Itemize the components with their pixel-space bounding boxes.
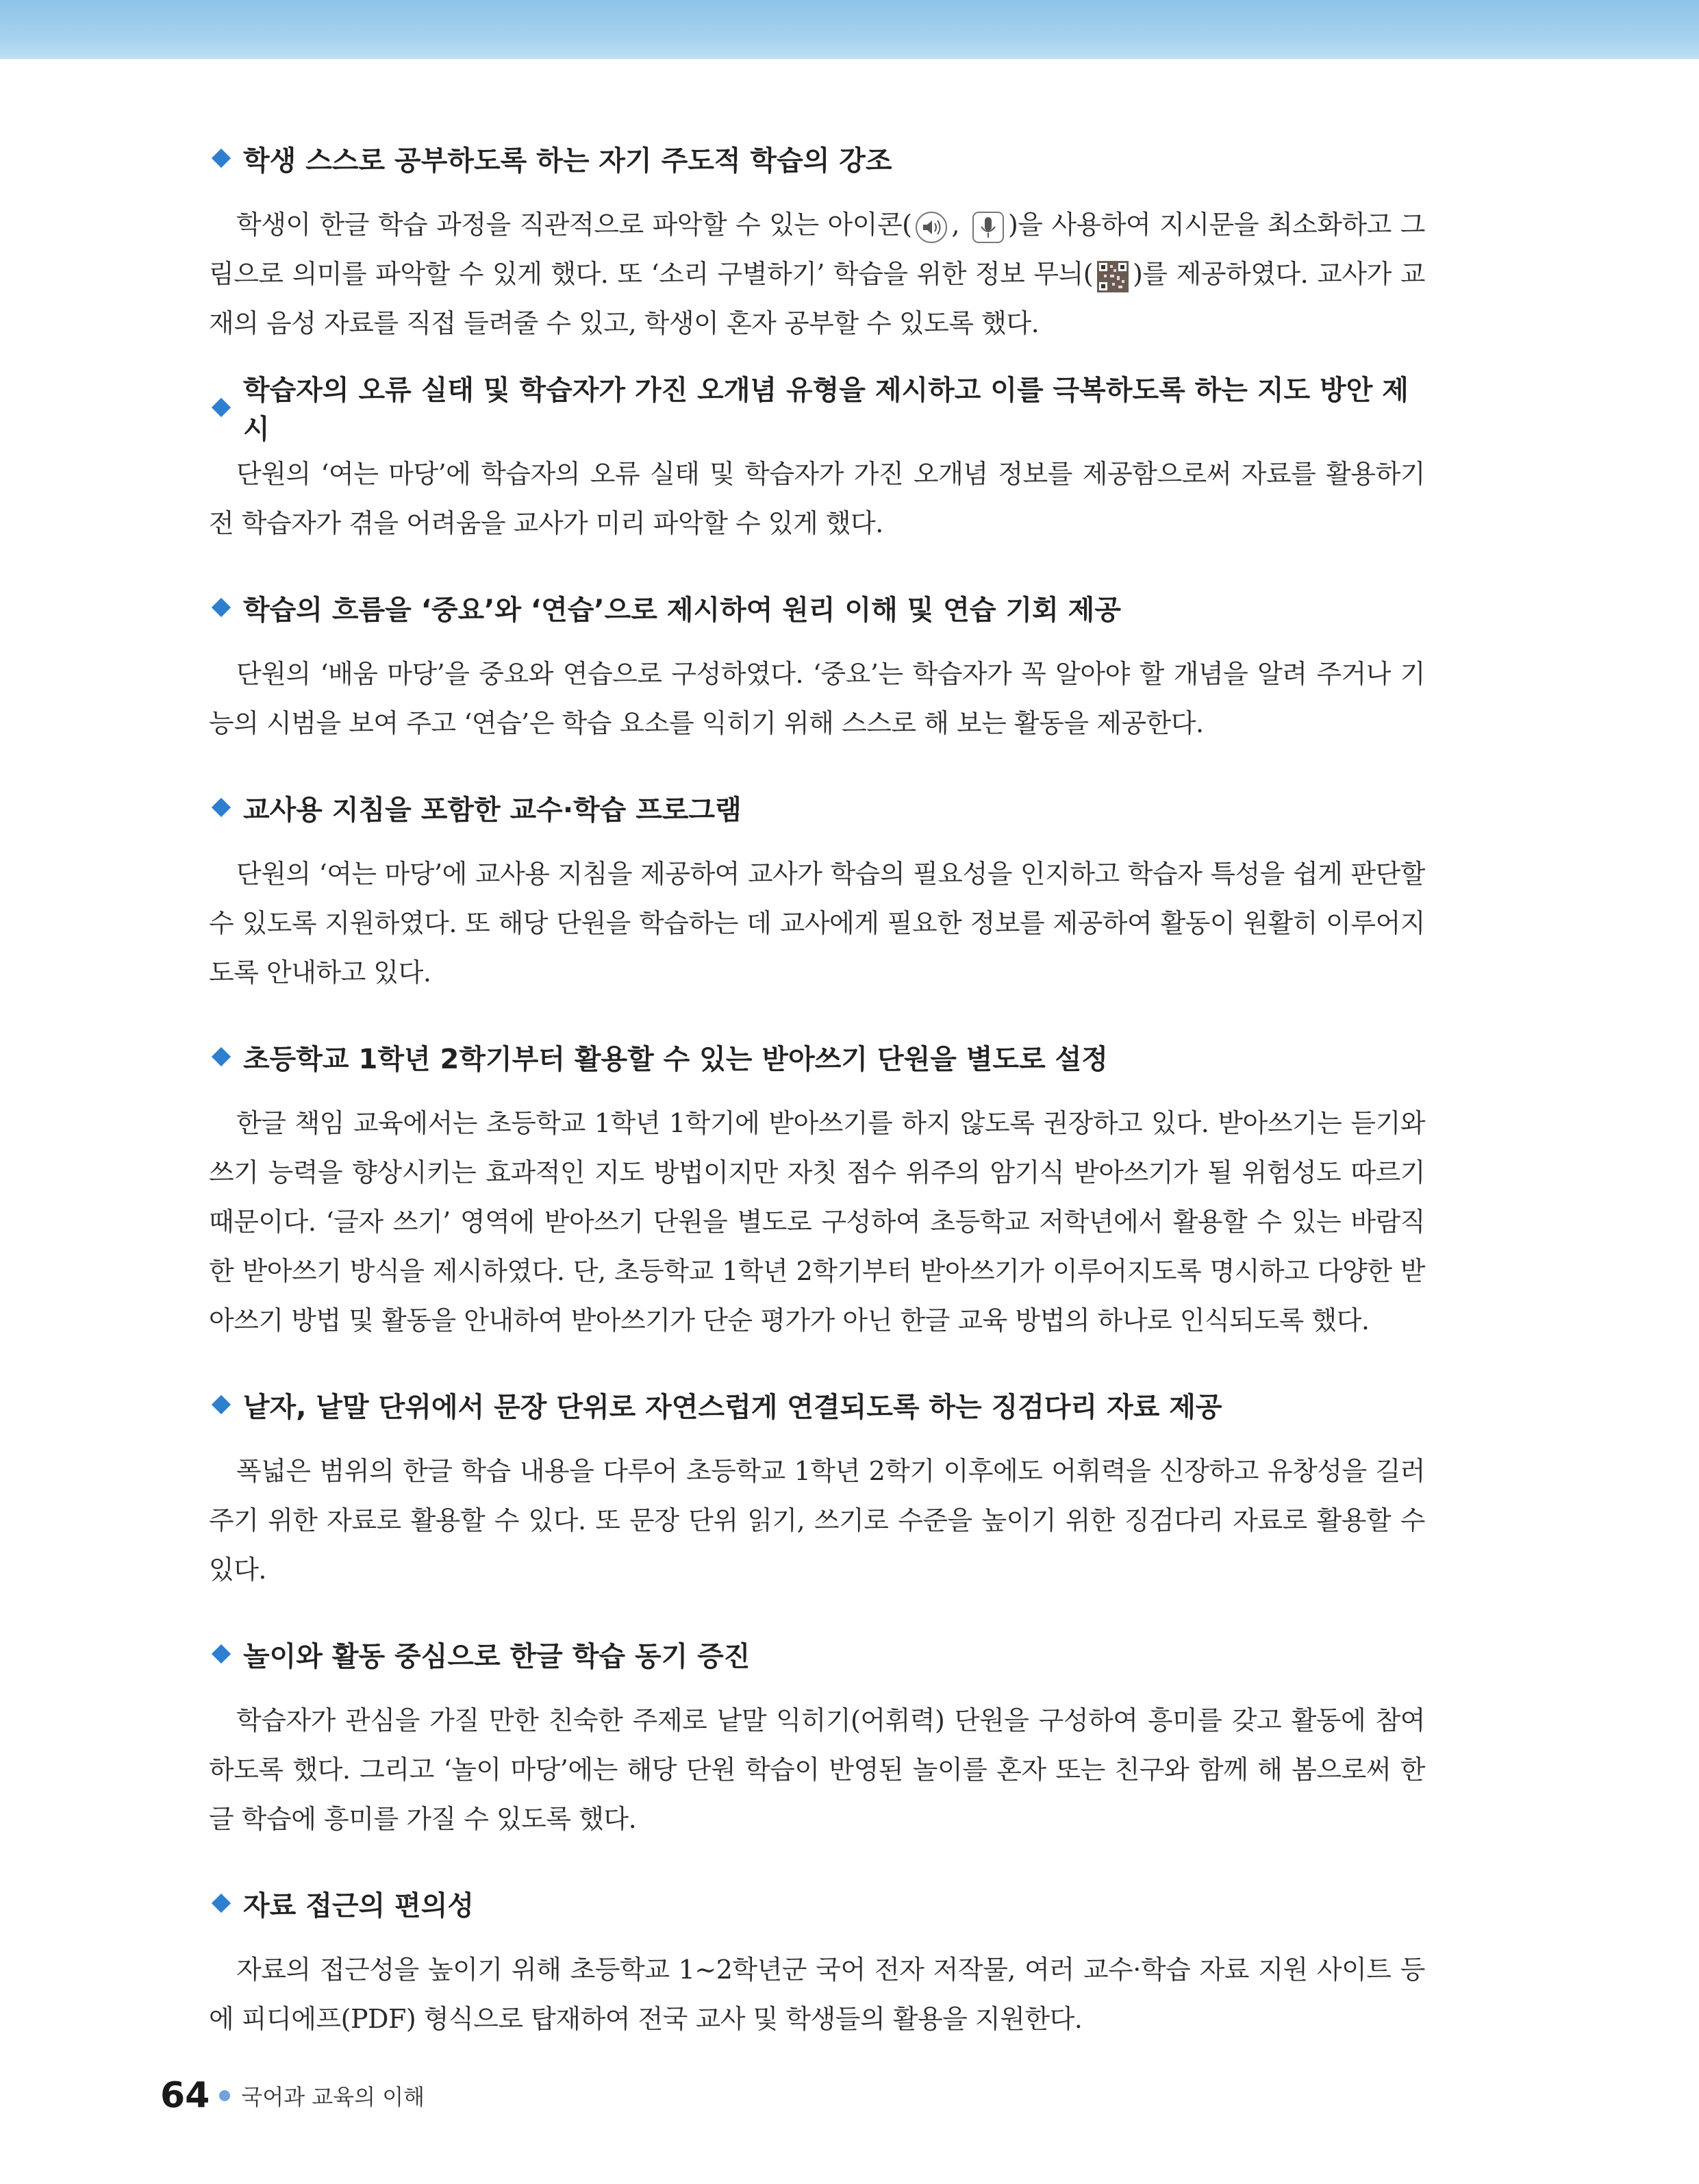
top-color-band <box>0 0 1699 59</box>
heading-text: 낱자, 낱말 단위에서 문장 단위로 자연스럽게 연결되도록 하는 징검다리 자료 제공 <box>243 1391 1222 1423</box>
section-4 <box>209 783 1425 997</box>
section-heading <box>209 783 1425 831</box>
section-1 <box>209 134 1425 348</box>
diamond-bullet-icon <box>212 398 231 417</box>
section-paragraph: 자료의 접근성을 높이기 위해 초등학교 1~2학년군 국어 전자 저작물, 여러 교수·학습 자료 지원 사이트 등에 피디에프(PDF) 형식으로 탑재하여 전국 교사 및 학생들의 활용을 지원한다. <box>209 1955 1425 2034</box>
footer-dot-icon <box>219 2090 230 2101</box>
section-heading <box>209 1879 1425 1927</box>
diamond-bullet-icon <box>212 1047 231 1066</box>
qr-code-icon <box>1096 260 1130 294</box>
page-number: 64 <box>160 2075 210 2116</box>
diamond-bullet-icon <box>212 598 231 617</box>
section-heading <box>209 134 1425 182</box>
document-body <box>209 134 1425 2079</box>
paragraph-text-part: )을 사용하여 지시문을 최소화하고 그림으로 의미를 파악할 수 있게 했다. 또 ‘소리 구별하기’ 학습을 위한 정보 무늬( <box>209 210 1425 289</box>
heading-text: 학습의 흐름을 ‘중요’와 ‘연습’으로 제시하여 원리 이해 및 연습 기회 제공 <box>243 594 1121 626</box>
diamond-bullet-icon <box>212 1395 231 1414</box>
book-title: 국어과 교육의 이해 <box>241 2084 425 2110</box>
diamond-bullet-icon <box>212 1894 231 1913</box>
section-paragraph: 단원의 ‘배움 마당’을 중요와 연습으로 구성하였다. ‘중요’는 학습자가 꼭 알아야 할 개념을 알려 주거나 기능의 시범을 보여 주고 ‘연습’은 학습 요소를 익히기 위해 스스로 해 보는 활동을 제공한다. <box>209 659 1425 738</box>
section-heading <box>209 375 1425 445</box>
paragraph-text-part: )를 제공하였다. 교사가 교재의 음성 자료를 직접 들려줄 수 있고, 학생이 혼자 공부할 수 있도록 했다. <box>209 259 1425 338</box>
section-2 <box>209 375 1425 548</box>
page-footer <box>160 2075 425 2116</box>
heading-text: 초등학교 1학년 2학기부터 활용할 수 있는 받아쓰기 단원을 별도로 설정 <box>243 1043 1108 1075</box>
heading-text: 학생 스스로 공부하도록 하는 자기 주도적 학습의 강조 <box>243 145 892 177</box>
section-6 <box>209 1381 1425 1594</box>
paragraph-text-part: , <box>951 210 968 240</box>
section-heading <box>209 1381 1425 1429</box>
section-paragraph: 한글 책임 교육에서는 초등학교 1학년 1학기에 받아쓰기를 하지 않도록 권장하고 있다. 받아쓰기는 듣기와 쓰기 능력을 향상시키는 효과적인 지도 방법이지만 자칫 점수 위주의 암기식 받아쓰기가 될 위험성도 따르기 때문이다. ‘글자 쓰기’ 영역에 받아쓰기 단원을 별도로 구성하여 초등학교 저학년에서 활용할 수 있는 바람직한 받아쓰기 방식을 제시하였다. 단, 초등학교 1학년 2학기부터 받아쓰기가 이루어지도록 명시하고 다양한 받아쓰기 방법 및 활동을 안내하여 받아쓰기가 단순 평가가 아닌 한글 교육 방법의 하나로 인식되도록 했다. <box>209 1108 1425 1335</box>
section-7 <box>209 1630 1425 1844</box>
diamond-bullet-icon <box>212 1644 231 1664</box>
heading-text: 자료 접근의 편의성 <box>243 1890 474 1922</box>
section-heading <box>209 583 1425 631</box>
diamond-bullet-icon <box>212 149 231 168</box>
section-paragraph: 단원의 ‘여는 마당’에 교사용 지침을 제공하여 교사가 학습의 필요성을 인지하고 학습자 특성을 쉽게 판단할 수 있도록 지원하였다. 또 해당 단원을 학습하는 데 교사에게 필요한 정보를 제공하여 활동이 원활히 이루어지도록 안내하고 있다. <box>209 859 1425 988</box>
heading-text: 교사용 지침을 포함한 교수·학습 프로그램 <box>243 794 742 826</box>
heading-text: 놀이와 활동 중심으로 한글 학습 동기 증진 <box>243 1640 751 1672</box>
diamond-bullet-icon <box>212 798 231 817</box>
section-paragraph: 폭넓은 범위의 한글 학습 내용을 다루어 초등학교 1학년 2학기 이후에도 어휘력을 신장하고 유창성을 길러 주기 위한 자료로 활용할 수 있다. 또 문장 단위 읽기, 쓰기로 수준을 높이기 위한 징검다리 자료로 활용할 수 있다. <box>209 1456 1425 1585</box>
section-paragraph <box>209 200 1425 348</box>
section-8 <box>209 1879 1425 2044</box>
section-heading <box>209 1630 1425 1678</box>
section-5 <box>209 1033 1425 1345</box>
heading-text: 학습자의 오류 실태 및 학습자가 가진 오개념 유형을 제시하고 이를 극복하도록 하는 지도 방안 제시 <box>243 375 1409 445</box>
microphone-icon <box>971 210 1005 244</box>
paragraph-text-part: 학생이 한글 학습 과정을 직관적으로 파악할 수 있는 아이콘( <box>236 210 912 240</box>
section-heading <box>209 1033 1425 1081</box>
section-paragraph: 단원의 ‘여는 마당’에 학습자의 오류 실태 및 학습자가 가진 오개념 정보를 제공함으로써 자료를 활용하기 전 학습자가 겪을 어려움을 교사가 미리 파악할 수 있게 했다. <box>209 459 1425 538</box>
section-3 <box>209 583 1425 748</box>
speaker-icon <box>914 210 948 244</box>
section-paragraph: 학습자가 관심을 가질 만한 친숙한 주제로 낱말 익히기(어휘력) 단원을 구성하여 흥미를 갖고 활동에 참여하도록 했다. 그리고 ‘놀이 마당’에는 해당 단원 학습이 반영된 놀이를 혼자 또는 친구와 함께 해 봄으로써 한글 학습에 흥미를 가질 수 있도록 했다. <box>209 1705 1425 1834</box>
